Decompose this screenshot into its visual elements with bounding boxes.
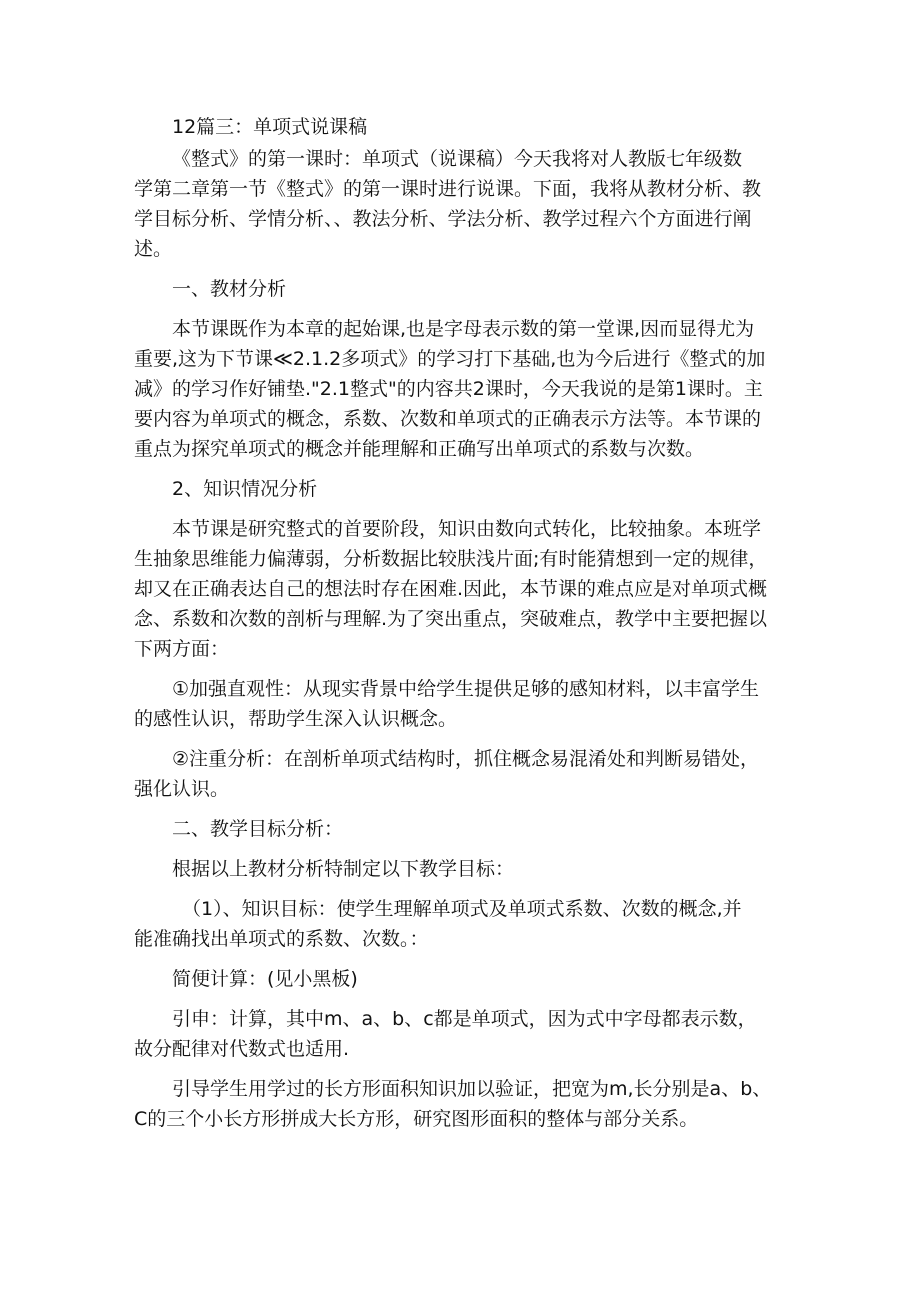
paragraph-line: 学第二章第一节《整式》的第一课时进行说课。下面，我将从教材分析、教 [134,178,762,200]
paragraph-line: ②注重分析：在剖析单项式结构时，抓住概念易混淆处和判断易错处， [172,748,760,770]
paragraph-line: 引导学生用学过的长方形面积知识加以验证，把宽为m,长分别是a、b、 [172,1078,772,1100]
paragraph-line: 述。 [134,238,173,260]
paragraph-line: 重要,这为下节课≪2.1.2多项式》的学习打下基础,也为今后进行《整式的加 [134,348,766,370]
paragraph-goals-intro [134,854,794,884]
paragraph-extension [134,1004,794,1064]
paragraph-line: 强化认识。 [134,778,230,800]
paragraph-knowledge-goal [134,894,794,954]
paragraph-line: 能准确找出单项式的系数、次数。： [134,928,429,950]
paragraph-line: 本节课既作为本章的起始课,也是字母表示数的第一堂课,因而显得尤为 [172,318,755,340]
paragraph-point-2 [134,744,794,804]
section-heading: 2、知识情况分析 [172,478,318,500]
paragraph-area-verification [134,1074,794,1134]
paragraph-line: 下两方面： [134,638,230,660]
paragraph-line: 本节课是研究整式的首要阶段，知识由数向式转化，比较抽象。本班学 [172,518,762,540]
paragraph-line: C的三个小长方形拼成大长方形，研究图形面积的整体与部分关系。 [134,1108,699,1130]
document-body [134,112,794,1144]
section-heading-knowledge-analysis [134,474,794,504]
paragraph-line: （1）、知识目标：使学生理解单项式及单项式系数、次数的概念,并 [182,898,742,920]
paragraph-point-1 [134,674,794,734]
section-heading: 一、教材分析 [172,278,287,300]
paragraph-line: 学目标分析、学情分析、、教法分析、学法分析、教学过程六个方面进行阐 [134,208,752,230]
paragraph-line: 的感性认识，帮助学生深入认识概念。 [134,708,458,730]
paragraph-line: 引申：计算，其中m、a、b、c都是单项式，因为式中字母都表示数， [172,1008,757,1030]
paragraph-line: 重点为探究单项式的概念并能理解和正确写出单项式的系数与次数。 [134,438,705,460]
paragraph-line: 生抽象思维能力偏薄弱，分析数据比较肤浅片面;有时能猜想到一定的规律， [134,548,768,570]
section-heading-textbook-analysis [134,274,794,304]
paragraph-line: ①加强直观性：从现实背景中给学生提供足够的感知材料，以丰富学生 [172,678,760,700]
paragraph-intro [134,144,794,264]
paragraph-simple-calc [134,964,794,994]
paragraph-line: 减》的学习作好铺垫."2.1整式"的内容共2课时，今天我说的是第1课时。主 [134,378,763,400]
section-heading-teaching-goals [134,814,794,844]
paragraph-line: 《整式》的第一课时：单项式（说课稿）今天我将对人教版七年级数 [172,148,743,170]
paragraph-line: 简便计算：(见小黑板) [172,968,358,990]
paragraph-textbook-analysis [134,314,794,464]
paragraph-line: 念、系数和次数的剖析与理解.为了突出重点，突破难点，教学中主要把握以 [134,608,768,630]
paragraph-knowledge-analysis [134,514,794,664]
paragraph-line: 要内容为单项式的概念，系数、次数和单项式的正确表示方法等。本节课的 [134,408,762,430]
document-title: 12篇三：单项式说课稿 [172,116,368,138]
paragraph-line: 却又在正确表达自己的想法时存在困难.因此，本节课的难点应是对单项式概 [134,578,768,600]
section-heading: 二、教学目标分析： [172,818,344,840]
paragraph-line: 故分配律对代数式也适用. [134,1038,350,1060]
paragraph-line: 根据以上教材分析特制定以下教学目标： [172,858,515,880]
